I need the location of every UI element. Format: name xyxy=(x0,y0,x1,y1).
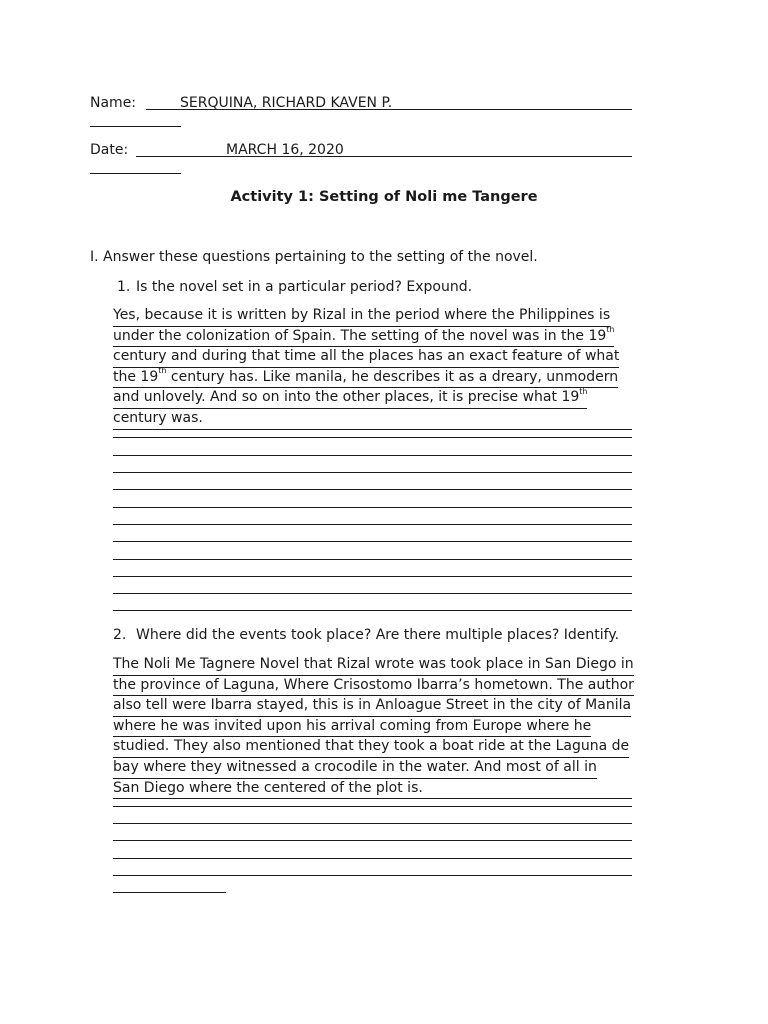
blank-line xyxy=(113,559,632,560)
blank-line xyxy=(113,593,632,594)
answer-1-line-6: century was. xyxy=(113,409,632,430)
blank-line xyxy=(113,524,632,525)
blank-line xyxy=(113,875,632,876)
name-underline xyxy=(146,109,632,110)
question-2-text: Where did the events took place? Are there multiple places? Identify. xyxy=(136,627,620,643)
blank-line xyxy=(113,806,632,807)
answer-1-line-4: the 19th century has. Like manila, he describes it as a dreary, unmodern xyxy=(113,368,618,389)
blank-line xyxy=(113,576,632,577)
blank-line xyxy=(113,455,632,456)
answer-1-line-2: under the colonization of Spain. The setting of the novel was in the 19th xyxy=(113,327,614,348)
blank-line xyxy=(113,840,632,841)
name-label: Name: xyxy=(90,95,137,111)
answer-2-line-5: studied. They also mentioned that they took a boat ride at the Laguna de xyxy=(113,737,629,758)
date-value: MARCH 16, 2020 xyxy=(226,142,344,158)
blank-line xyxy=(113,489,632,490)
answer-2-line-2: the province of Laguna, Where Crisostomo Ibarra’s hometown. The author xyxy=(113,676,634,697)
answer-2-line-1: The Noli Me Tagnere Novel that Rizal wrote was took place in San Diego in xyxy=(113,655,634,676)
name-underline-continued xyxy=(90,126,181,127)
answer-2-line-6: bay where they witnessed a crocodile in the water. And most of all in xyxy=(113,758,597,779)
page-title: Activity 1: Setting of Noli me Tangere xyxy=(230,189,538,205)
blank-line xyxy=(113,437,632,438)
date-underline xyxy=(136,156,632,157)
question-1-text: Is the novel set in a particular period? Expound. xyxy=(136,279,473,295)
blank-line xyxy=(113,541,632,542)
blank-line xyxy=(113,858,632,859)
blank-line xyxy=(113,610,632,611)
answer-2-line-3: also tell were Ibarra stayed, this is in Anloague Street in the city of Manila xyxy=(113,696,631,717)
question-2-number: 2. xyxy=(113,627,127,643)
date-underline-continued xyxy=(90,173,181,174)
date-label: Date: xyxy=(90,142,129,158)
answer-1-line-3: century and during that time all the places has an exact feature of what xyxy=(113,347,619,368)
answer-1-line-1: Yes, because it is written by Rizal in the period where the Philippines is xyxy=(113,306,610,327)
blank-line xyxy=(113,823,632,824)
instruction-text: I. Answer these questions pertaining to the setting of the novel. xyxy=(90,249,538,265)
blank-line xyxy=(113,472,632,473)
question-1-number: 1. xyxy=(117,279,131,295)
answer-2 xyxy=(113,655,673,799)
blank-line xyxy=(113,507,632,508)
answer-2-line-7: San Diego where the centered of the plot is. xyxy=(113,779,632,800)
answer-2-line-4: where he was invited upon his arrival coming from Europe where he xyxy=(113,717,591,738)
answer-1 xyxy=(113,306,673,430)
answer-1-line-5: and unlovely. And so on into the other places, it is precise what 19th xyxy=(113,388,587,409)
blank-line-short xyxy=(113,892,226,893)
name-value: SERQUINA, RICHARD KAVEN P. xyxy=(180,95,393,111)
